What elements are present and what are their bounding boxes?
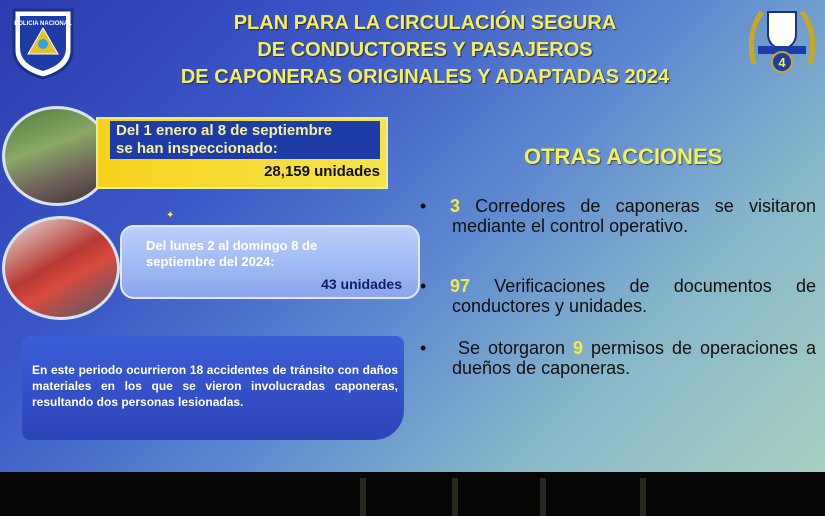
accidents-text: En este periodo ocurrieron 18 accidentes de tránsito con daños materiales en los que se vieron involucradas caponeras, resultando dos personas lesionadas. xyxy=(32,363,398,409)
bullet-2-number: 97 xyxy=(450,276,471,296)
inspected-week-heading xyxy=(146,238,396,270)
policia-nacional-shield-icon xyxy=(10,6,76,80)
title-line-2: DE CONDUCTORES Y PASAJEROS xyxy=(257,39,593,61)
action-bullet-3 xyxy=(420,338,816,378)
bullet-3-before: Se otorgaron xyxy=(450,338,573,358)
bullet-2-text: Verificaciones de documentos de conductores y unidades. xyxy=(452,276,816,316)
bullet-dot: • xyxy=(420,196,427,216)
inspected-year-value: 28,159 unidades xyxy=(264,163,380,180)
stand-leg xyxy=(540,478,546,516)
title-line-1: PLAN PARA LA CIRCULACIÓN SEGURA xyxy=(233,12,617,34)
bullet-1-text: Corredores de caponeras se visitaron mediante el control operativo. xyxy=(452,196,816,236)
bullet-dot: • xyxy=(420,276,427,296)
bullet-3-text: permisos de operaciones a dueños de caponeras. xyxy=(452,338,816,378)
inspected-week-line-2: septiembre del 2024: xyxy=(146,254,275,269)
stand-leg xyxy=(640,478,646,516)
stand-leg xyxy=(452,478,458,516)
sparkle-icon: ✦ xyxy=(166,210,175,221)
bullet-dot: • xyxy=(420,338,427,358)
inspected-year-heading xyxy=(110,121,380,159)
aniversario-laurel-badge-icon xyxy=(744,4,820,76)
slide-title xyxy=(140,10,710,91)
action-bullet-2 xyxy=(420,276,816,316)
bullet-3-number: 9 xyxy=(572,338,583,358)
stand-leg xyxy=(360,478,366,516)
photo-red-caponera xyxy=(2,216,120,320)
action-bullet-1 xyxy=(420,196,816,236)
inspected-week-line-1: Del lunes 2 al domingo 8 de xyxy=(146,238,318,253)
inspected-week-value: 43 unidades xyxy=(321,276,402,292)
title-line-3: DE CAPONERAS ORIGINALES Y ADAPTADAS 2024 xyxy=(180,66,670,88)
logo-left-text: POLICIA NACIONAL xyxy=(14,21,72,27)
otras-acciones-title: OTRAS ACCIONES xyxy=(524,144,723,169)
logo-right-number: 4 xyxy=(778,55,786,70)
bullet-1-number: 3 xyxy=(450,196,461,216)
inspected-year-line-1: Del 1 enero al 8 de septiembre xyxy=(116,122,332,139)
screen-bezel xyxy=(0,472,825,516)
inspected-year-line-2: se han inspeccionado: xyxy=(116,140,278,157)
